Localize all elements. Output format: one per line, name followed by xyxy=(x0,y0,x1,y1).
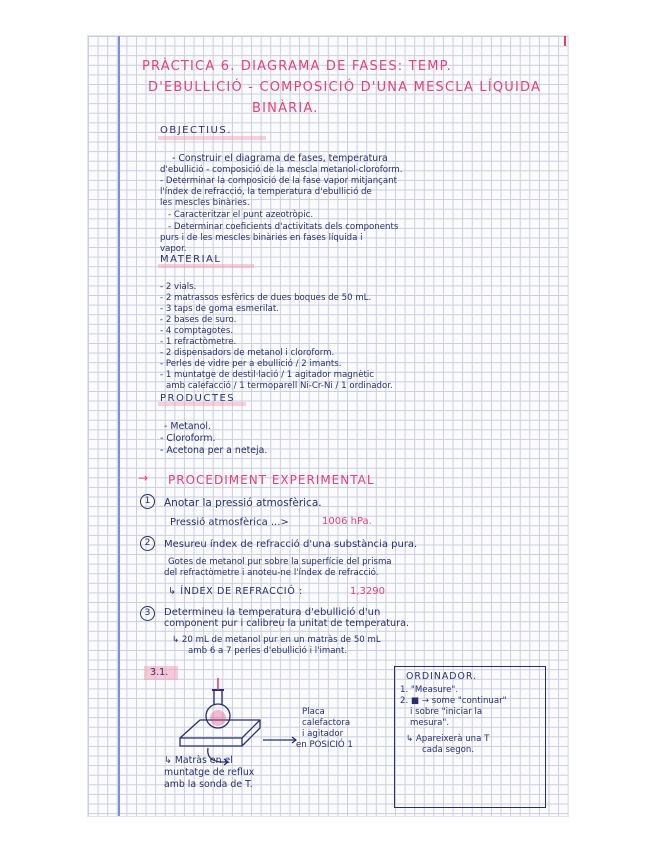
material-line: - 1 refractòmetre. xyxy=(160,337,237,347)
matras-label: amb la sonda de T. xyxy=(164,779,253,790)
step-2-number: 2 xyxy=(140,536,155,551)
placa-label: en POSICIÓ 1 xyxy=(296,740,353,750)
material-line: - 4 comptagotes. xyxy=(160,326,234,336)
step-1-number: 1 xyxy=(140,494,155,509)
title-line-1: PRÀCTICA 6. DIAGRAMA DE FASES: TEMP. xyxy=(142,59,453,74)
ordinador-item: 1. "Measure". xyxy=(400,685,459,695)
step-3-sub-1: ↳ 20 mL de metanol pur en un matràs de 50 mL xyxy=(172,635,381,645)
ordinador-note: ↳ Apareixerà una T xyxy=(406,734,490,744)
productes-line: - Cloroform. xyxy=(160,433,216,444)
margin-line xyxy=(118,36,120,816)
objectius-highlight xyxy=(158,136,266,140)
notebook-page xyxy=(88,36,568,816)
hotplate-side xyxy=(242,720,260,746)
step-2-text: Mesureu índex de refracció d'una substància pura. xyxy=(164,539,418,550)
objectius-line: d'ebullició - composició de la mescla metanol-cloroform. xyxy=(160,165,403,175)
objectius-line: vapor. xyxy=(160,244,187,254)
objectius-line: - Determinar la composició de la fase vapor mitjançant xyxy=(160,176,397,186)
step-3-text-2: component pur i calibreu la unitat de temperatura. xyxy=(164,618,409,629)
matras-label: muntatge de reflux xyxy=(164,767,255,778)
step-3-1-label: 3.1. xyxy=(150,667,169,678)
material-line: - 2 matrassos esfèrics de dues boques de 50 mL. xyxy=(160,293,372,303)
objectius-line: - Caracteritzar el punt azeotròpic. xyxy=(168,210,314,220)
step-2-sub-1: Gotes de metanol pur sobre la superfície del prisma xyxy=(168,557,392,567)
pressure-value: 1006 hPa. xyxy=(322,516,372,527)
material-line: - Perles de vidre per a ebullició / 2 imants. xyxy=(160,359,342,369)
material-line: amb calefacció / 1 termoparell Ni-Cr-Ni / 1 ordinador. xyxy=(166,381,393,391)
productes-heading: PRODUCTES xyxy=(160,393,236,404)
title-line-3: BINÀRIA. xyxy=(252,101,319,116)
objectius-line: l'índex de refracció, la temperatura d'ebullició de xyxy=(160,187,372,197)
productes-line: - Acetona per a neteja. xyxy=(160,445,268,456)
step-3-text-1: Determineu la temperatura d'ebullició d'un xyxy=(164,607,381,618)
refraction-value: 1,3290 xyxy=(350,586,385,597)
placa-label: i agitador xyxy=(302,729,344,739)
placa-label: calefactora xyxy=(302,718,351,728)
step-3-sub-2: amb 6 a 7 perles d'ebullició i l'imant. xyxy=(188,646,348,656)
ordinador-item: mesura". xyxy=(410,718,450,728)
ordinador-heading: ORDINADOR. xyxy=(406,671,478,682)
step-3-number: 3 xyxy=(140,606,155,621)
material-line: - 1 muntatge de destil·lació / 1 agitador magnètic xyxy=(160,370,374,380)
title-line-2: D'EBULLICIÓ - COMPOSICIÓ D'UNA MESCLA LÍQUIDA xyxy=(148,80,542,95)
objectius-heading: OBJECTIUS. xyxy=(160,125,232,136)
matras-label: ↳ Matràs en el xyxy=(164,755,233,766)
objectius-line: purs i de les mescles binàries en fases líquida i xyxy=(160,233,363,243)
page-corner-mark xyxy=(564,36,566,46)
objectius-line: - Construir el diagrama de fases, temperatura xyxy=(172,153,388,164)
material-line: - 3 taps de goma esmerilat. xyxy=(160,304,279,314)
material-heading: MATERIAL xyxy=(160,254,222,265)
ordinador-note: cada segon. xyxy=(422,745,475,755)
objectius-line: les mescles binàries. xyxy=(160,198,250,208)
material-line: - 2 bases de suro. xyxy=(160,315,237,325)
step-2-sub-2: del refractòmetre i anoteu-ne l'índex de refracció. xyxy=(164,568,379,578)
procediment-heading: PROCEDIMENT EXPERIMENTAL xyxy=(168,473,375,487)
procediment-arrow: → xyxy=(138,471,149,485)
ordinador-item: i sobre "iniciar la xyxy=(410,707,483,717)
pressure-label: Pressió atmosfèrica ...> xyxy=(170,517,289,528)
placa-label: Placa xyxy=(302,707,325,717)
ordinador-item: 2. ■ → some "continuar" xyxy=(400,696,507,706)
material-line: - 2 vials. xyxy=(160,282,197,292)
hotplate-front xyxy=(180,738,242,746)
objectius-line: - Determinar coeficients d'activitats dels components xyxy=(168,222,399,232)
productes-line: - Metanol. xyxy=(164,421,211,432)
step-1-text: Anotar la pressió atmosfèrica. xyxy=(164,497,322,509)
material-line: - 2 dispensadors de metanol i cloroform. xyxy=(160,348,335,358)
refraction-label: ↳ ÍNDEX DE REFRACCIÓ : xyxy=(168,586,303,597)
